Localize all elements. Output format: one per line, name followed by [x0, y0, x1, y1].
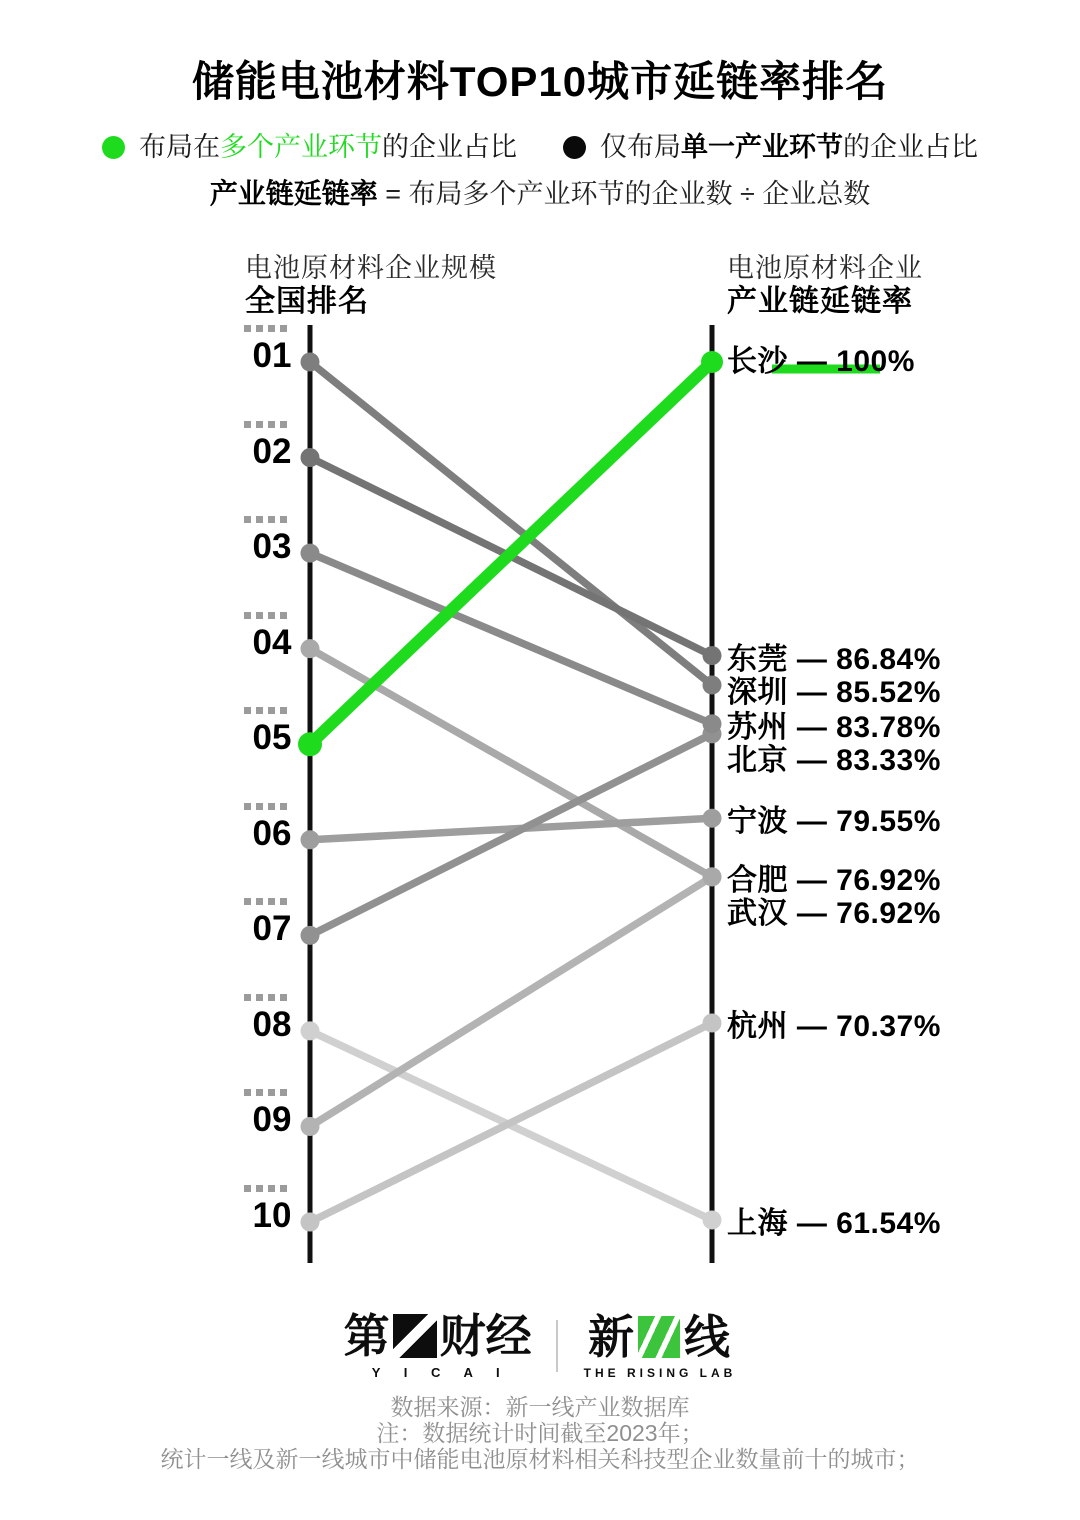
legend-multi-label: 布局在多个产业环节的企业占比 [139, 132, 517, 162]
right-endpoint-dot [703, 867, 722, 886]
city-value-label: 宁波 — 79.55% [727, 805, 941, 839]
connection-line [310, 362, 712, 744]
left-endpoint-dot [298, 732, 322, 756]
yicai-logo [344, 1312, 532, 1380]
rank-label: 05 [252, 718, 292, 758]
left-endpoint-dot [301, 926, 320, 945]
left-endpoint-dot [301, 830, 320, 849]
city-value-label: 深圳 — 85.52% [727, 675, 941, 709]
rising-char: 新 [587, 1310, 634, 1363]
city-value-label: 合肥 — 76.92% [727, 863, 941, 897]
city-value-label: 东莞 — 86.84% [727, 642, 941, 676]
rising-lab-logo [582, 1310, 737, 1380]
city-value-label: 北京 — 83.33% [727, 743, 941, 777]
yicai-logo-subtext: Y I C A I [371, 1365, 510, 1380]
left-endpoint-dot [301, 353, 320, 372]
right-endpoint-dot [701, 351, 723, 373]
rank-label: 08 [252, 1004, 292, 1044]
note-line-2: 统计一线及新一线城市中储能电池原材料相关科技型企业数量前十的城市； [160, 1446, 920, 1472]
logo-divider [556, 1320, 558, 1372]
left-endpoint-dot [301, 448, 320, 467]
rank-label: 01 [252, 336, 292, 375]
city-value-label: 武汉 — 76.92% [727, 896, 941, 930]
yicai-logo-mark-icon [393, 1314, 437, 1358]
note-line-1: 注：数据统计时间截至2023年； [376, 1420, 704, 1446]
footer-notes [0, 1394, 1080, 1472]
city-value-label: 上海 — 61.54% [727, 1207, 941, 1240]
page-title: 储能电池材料TOP10城市延链率排名 [191, 58, 889, 105]
left-endpoint-dot [301, 1117, 320, 1136]
right-endpoint-dot [703, 1014, 722, 1033]
left-endpoint-dot [301, 544, 320, 563]
left-axis-subtitle: 电池原材料企业规模 [245, 253, 497, 283]
rank-label: 04 [252, 622, 292, 662]
right-endpoint-dot [703, 1211, 722, 1230]
footer-logos [0, 1312, 1080, 1380]
formula-definition: = 布局多个产业环节的企业数 ÷ 企业总数 [385, 179, 871, 209]
right-axis-title: 产业链延链率 [727, 285, 913, 318]
rank-label: 06 [252, 813, 292, 853]
rising-lab-logo-subtext: THE RISING LAB [583, 1365, 737, 1380]
yicai-logo-text [344, 1312, 532, 1360]
left-endpoint-dot [301, 639, 320, 658]
right-endpoint-dot [703, 676, 722, 695]
left-axis-title: 全国排名 [245, 285, 369, 318]
right-endpoint-dot [703, 714, 722, 733]
city-value-label: 杭州 — 70.37% [727, 1010, 941, 1043]
rising-lab-logo-text [587, 1310, 730, 1363]
right-endpoint-dot [703, 809, 722, 828]
left-endpoint-dot [301, 1021, 320, 1040]
formula-term: 产业链延链率 [209, 178, 378, 209]
right-axis-subtitle: 电池原材料企业 [727, 253, 923, 283]
yicai-chars: 财经 [439, 1310, 532, 1362]
rank-label: 03 [252, 527, 292, 567]
rising-lab-logo-mark-icon [638, 1316, 680, 1358]
rank-label: 07 [252, 909, 292, 949]
city-value-label: 苏州 — 83.78% [727, 710, 941, 744]
right-endpoint-dot [703, 646, 722, 665]
rank-label: 10 [252, 1196, 292, 1236]
rank-label: 02 [252, 431, 292, 471]
yicai-char: 第 [343, 1310, 390, 1362]
legend-single-label: 仅布局单一产业环节的企业占比 [600, 132, 978, 162]
left-endpoint-dot [301, 1213, 320, 1232]
connection-line [310, 877, 712, 1127]
data-source-line: 数据来源：新一线产业数据库 [390, 1394, 690, 1420]
city-value-label: 长沙 — 100% [727, 345, 915, 378]
rank-label: 09 [252, 1100, 292, 1140]
rising-chars: 线 [683, 1310, 730, 1363]
